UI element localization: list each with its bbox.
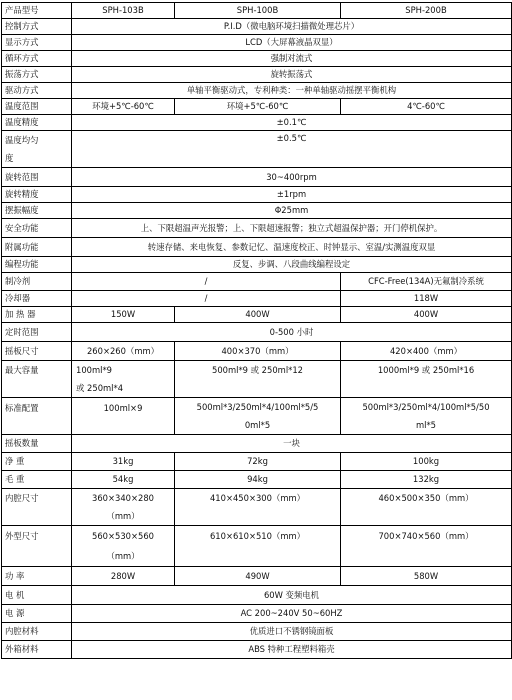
label-max-capacity: 最大容量 bbox=[2, 361, 72, 398]
value-standard-2-line1: 500ml*3/250ml*4/100ml*5/5 bbox=[196, 402, 319, 412]
row-oscillation bbox=[2, 67, 512, 83]
row-model bbox=[2, 3, 512, 19]
label-display: 显示方式 bbox=[2, 35, 72, 51]
label-model: 产品型号 bbox=[2, 3, 72, 19]
value-program: 反复、步调、八段曲线编程设定 bbox=[72, 257, 512, 273]
row-plate-size bbox=[2, 342, 512, 361]
label-rot-range: 旋转范围 bbox=[2, 168, 72, 187]
row-temp-precision bbox=[2, 115, 512, 131]
value-heater-2: 400W bbox=[175, 307, 341, 323]
row-heater bbox=[2, 307, 512, 323]
label-net-weight: 净 重 bbox=[2, 453, 72, 471]
row-power bbox=[2, 567, 512, 586]
row-drive bbox=[2, 83, 512, 99]
value-net-weight-1: 31kg bbox=[72, 453, 175, 471]
value-circulation: 强制对流式 bbox=[72, 51, 512, 67]
label-temp-range: 温度范围 bbox=[2, 99, 72, 115]
value-standard-3 bbox=[341, 398, 512, 435]
value-standard-2 bbox=[175, 398, 341, 435]
label-refrigerant: 制冷剂 bbox=[2, 273, 72, 291]
row-safety bbox=[2, 219, 512, 238]
label-heater: 加 热 器 bbox=[2, 307, 72, 323]
row-supply bbox=[2, 605, 512, 623]
value-supply: AC 200~240V 50~60HZ bbox=[72, 605, 512, 623]
label-oscillation: 振荡方式 bbox=[2, 67, 72, 83]
row-temp-range bbox=[2, 99, 512, 115]
label-inner-material: 内腔材料 bbox=[2, 623, 72, 641]
label-temp-uniformity-line1: 温度均匀 bbox=[5, 135, 39, 145]
row-inner-size bbox=[2, 489, 512, 526]
label-plate-count: 摇板数量 bbox=[2, 435, 72, 453]
row-rot-range bbox=[2, 168, 512, 187]
value-motor: 60W 变频电机 bbox=[72, 586, 512, 605]
label-gross-weight: 毛 重 bbox=[2, 471, 72, 489]
value-outer-material: ABS 特种工程塑料箱壳 bbox=[72, 641, 512, 659]
value-outer-size-1-line2: （mm） bbox=[106, 551, 140, 561]
label-outer-size: 外型尺寸 bbox=[2, 526, 72, 567]
row-circulation bbox=[2, 51, 512, 67]
value-gross-weight-3: 132kg bbox=[341, 471, 512, 489]
value-display: LCD（大屏幕液晶双显） bbox=[72, 35, 512, 51]
row-outer-material bbox=[2, 641, 512, 659]
value-temp-range-3: 4℃-60℃ bbox=[341, 99, 512, 115]
value-inner-size-1-line1: 360×340×280 bbox=[92, 493, 154, 503]
row-extra bbox=[2, 238, 512, 257]
row-max-capacity bbox=[2, 361, 512, 398]
value-outer-size-1-line1: 560×530×560 bbox=[92, 531, 154, 541]
value-gross-weight-1: 54kg bbox=[72, 471, 175, 489]
row-program bbox=[2, 257, 512, 273]
value-max-capacity-1-line1: 100ml*9 bbox=[76, 365, 112, 375]
value-cooler-3: 118W bbox=[341, 291, 512, 307]
value-temp-range-1: 环境+5℃-60℃ bbox=[72, 99, 175, 115]
value-oscillation: 旋转振荡式 bbox=[72, 67, 512, 83]
value-temp-range-2: 环境+5℃-60℃ bbox=[175, 99, 341, 115]
value-extra: 转速存储、来电恢复、参数记忆、温速度校正、时钟显示、室温/实测温度双显 bbox=[72, 238, 512, 257]
value-inner-size-1-line2: （mm） bbox=[106, 511, 140, 521]
value-temp-uniformity: ±0.5℃ bbox=[72, 131, 512, 168]
value-max-capacity-1-line2: 或 250ml*4 bbox=[76, 383, 124, 393]
value-outer-size-3: 700×740×560（mm） bbox=[341, 526, 512, 567]
value-safety: 上、下限超温声光报警；上、下限超速报警；独立式超温保护器；开门停机保护。 bbox=[72, 219, 512, 238]
value-net-weight-2: 72kg bbox=[175, 453, 341, 471]
value-rot-precision: ±1rpm bbox=[72, 187, 512, 203]
label-plate-size: 摇板尺寸 bbox=[2, 342, 72, 361]
value-plate-count: 一块 bbox=[72, 435, 512, 453]
value-temp-precision: ±0.1℃ bbox=[72, 115, 512, 131]
label-temp-uniformity bbox=[2, 131, 72, 168]
value-heater-1: 150W bbox=[72, 307, 175, 323]
value-outer-size-1 bbox=[72, 526, 175, 567]
model-1: SPH-103B bbox=[72, 3, 175, 19]
label-motor: 电 机 bbox=[2, 586, 72, 605]
row-gross-weight bbox=[2, 471, 512, 489]
value-standard-1: 100ml×9 bbox=[72, 398, 175, 435]
label-standard: 标准配置 bbox=[2, 398, 72, 435]
row-net-weight bbox=[2, 453, 512, 471]
value-amplitude: Φ25mm bbox=[72, 203, 512, 219]
label-supply: 电 源 bbox=[2, 605, 72, 623]
model-3: SPH-200B bbox=[341, 3, 512, 19]
value-inner-material: 优质进口不锈钢镜面板 bbox=[72, 623, 512, 641]
value-cooler-12: / bbox=[72, 291, 341, 307]
value-gross-weight-2: 94kg bbox=[175, 471, 341, 489]
row-amplitude bbox=[2, 203, 512, 219]
value-heater-3: 400W bbox=[341, 307, 512, 323]
row-control bbox=[2, 19, 512, 35]
label-outer-material: 外箱材料 bbox=[2, 641, 72, 659]
row-motor bbox=[2, 586, 512, 605]
value-drive: 单轴平衡驱动式，专利种类：一种单轴驱动摇摆平衡机构 bbox=[72, 83, 512, 99]
value-inner-size-3: 460×500×350（mm） bbox=[341, 489, 512, 526]
label-timer: 定时范围 bbox=[2, 323, 72, 342]
label-inner-size: 内腔尺寸 bbox=[2, 489, 72, 526]
label-extra: 附属功能 bbox=[2, 238, 72, 257]
model-2: SPH-100B bbox=[175, 3, 341, 19]
value-timer: 0-500 小时 bbox=[72, 323, 512, 342]
row-refrigerant bbox=[2, 273, 512, 291]
label-circulation: 循环方式 bbox=[2, 51, 72, 67]
value-plate-size-3: 420×400（mm） bbox=[341, 342, 512, 361]
value-rot-range: 30~400rpm bbox=[72, 168, 512, 187]
row-display bbox=[2, 35, 512, 51]
row-inner-material bbox=[2, 623, 512, 641]
value-control: P.I.D（微电脑环境扫描微处理芯片） bbox=[72, 19, 512, 35]
value-power-1: 280W bbox=[72, 567, 175, 586]
label-rot-precision: 旋转精度 bbox=[2, 187, 72, 203]
value-power-3: 580W bbox=[341, 567, 512, 586]
label-program: 编程功能 bbox=[2, 257, 72, 273]
row-temp-uniformity bbox=[2, 131, 512, 168]
row-cooler bbox=[2, 291, 512, 307]
label-drive: 驱动方式 bbox=[2, 83, 72, 99]
value-refrigerant-12: / bbox=[72, 273, 341, 291]
value-max-capacity-1 bbox=[72, 361, 175, 398]
label-control: 控制方式 bbox=[2, 19, 72, 35]
value-plate-size-1: 260×260（mm） bbox=[72, 342, 175, 361]
label-temp-uniformity-line2: 度 bbox=[5, 153, 14, 163]
value-standard-3-line1: 500ml*3/250ml*4/100ml*5/50 bbox=[362, 402, 490, 412]
value-inner-size-1 bbox=[72, 489, 175, 526]
spec-table bbox=[1, 2, 512, 659]
value-net-weight-3: 100kg bbox=[341, 453, 512, 471]
value-refrigerant-3: CFC-Free(134A)无氟制冷系统 bbox=[341, 273, 512, 291]
value-plate-size-2: 400×370（mm） bbox=[175, 342, 341, 361]
value-standard-2-line2: 0ml*5 bbox=[244, 420, 271, 430]
value-max-capacity-3: 1000ml*9 或 250ml*16 bbox=[341, 361, 512, 398]
value-outer-size-2: 610×610×510（mm） bbox=[175, 526, 341, 567]
value-max-capacity-2: 500ml*9 或 250ml*12 bbox=[175, 361, 341, 398]
label-safety: 安全功能 bbox=[2, 219, 72, 238]
label-power: 功 率 bbox=[2, 567, 72, 586]
value-power-2: 490W bbox=[175, 567, 341, 586]
row-rot-precision bbox=[2, 187, 512, 203]
label-amplitude: 摆振幅度 bbox=[2, 203, 72, 219]
row-timer bbox=[2, 323, 512, 342]
value-standard-3-line2: ml*5 bbox=[415, 420, 436, 430]
row-standard bbox=[2, 398, 512, 435]
row-outer-size bbox=[2, 526, 512, 567]
label-cooler: 冷却器 bbox=[2, 291, 72, 307]
row-plate-count bbox=[2, 435, 512, 453]
label-temp-precision: 温度精度 bbox=[2, 115, 72, 131]
value-inner-size-2: 410×450×300（mm） bbox=[175, 489, 341, 526]
